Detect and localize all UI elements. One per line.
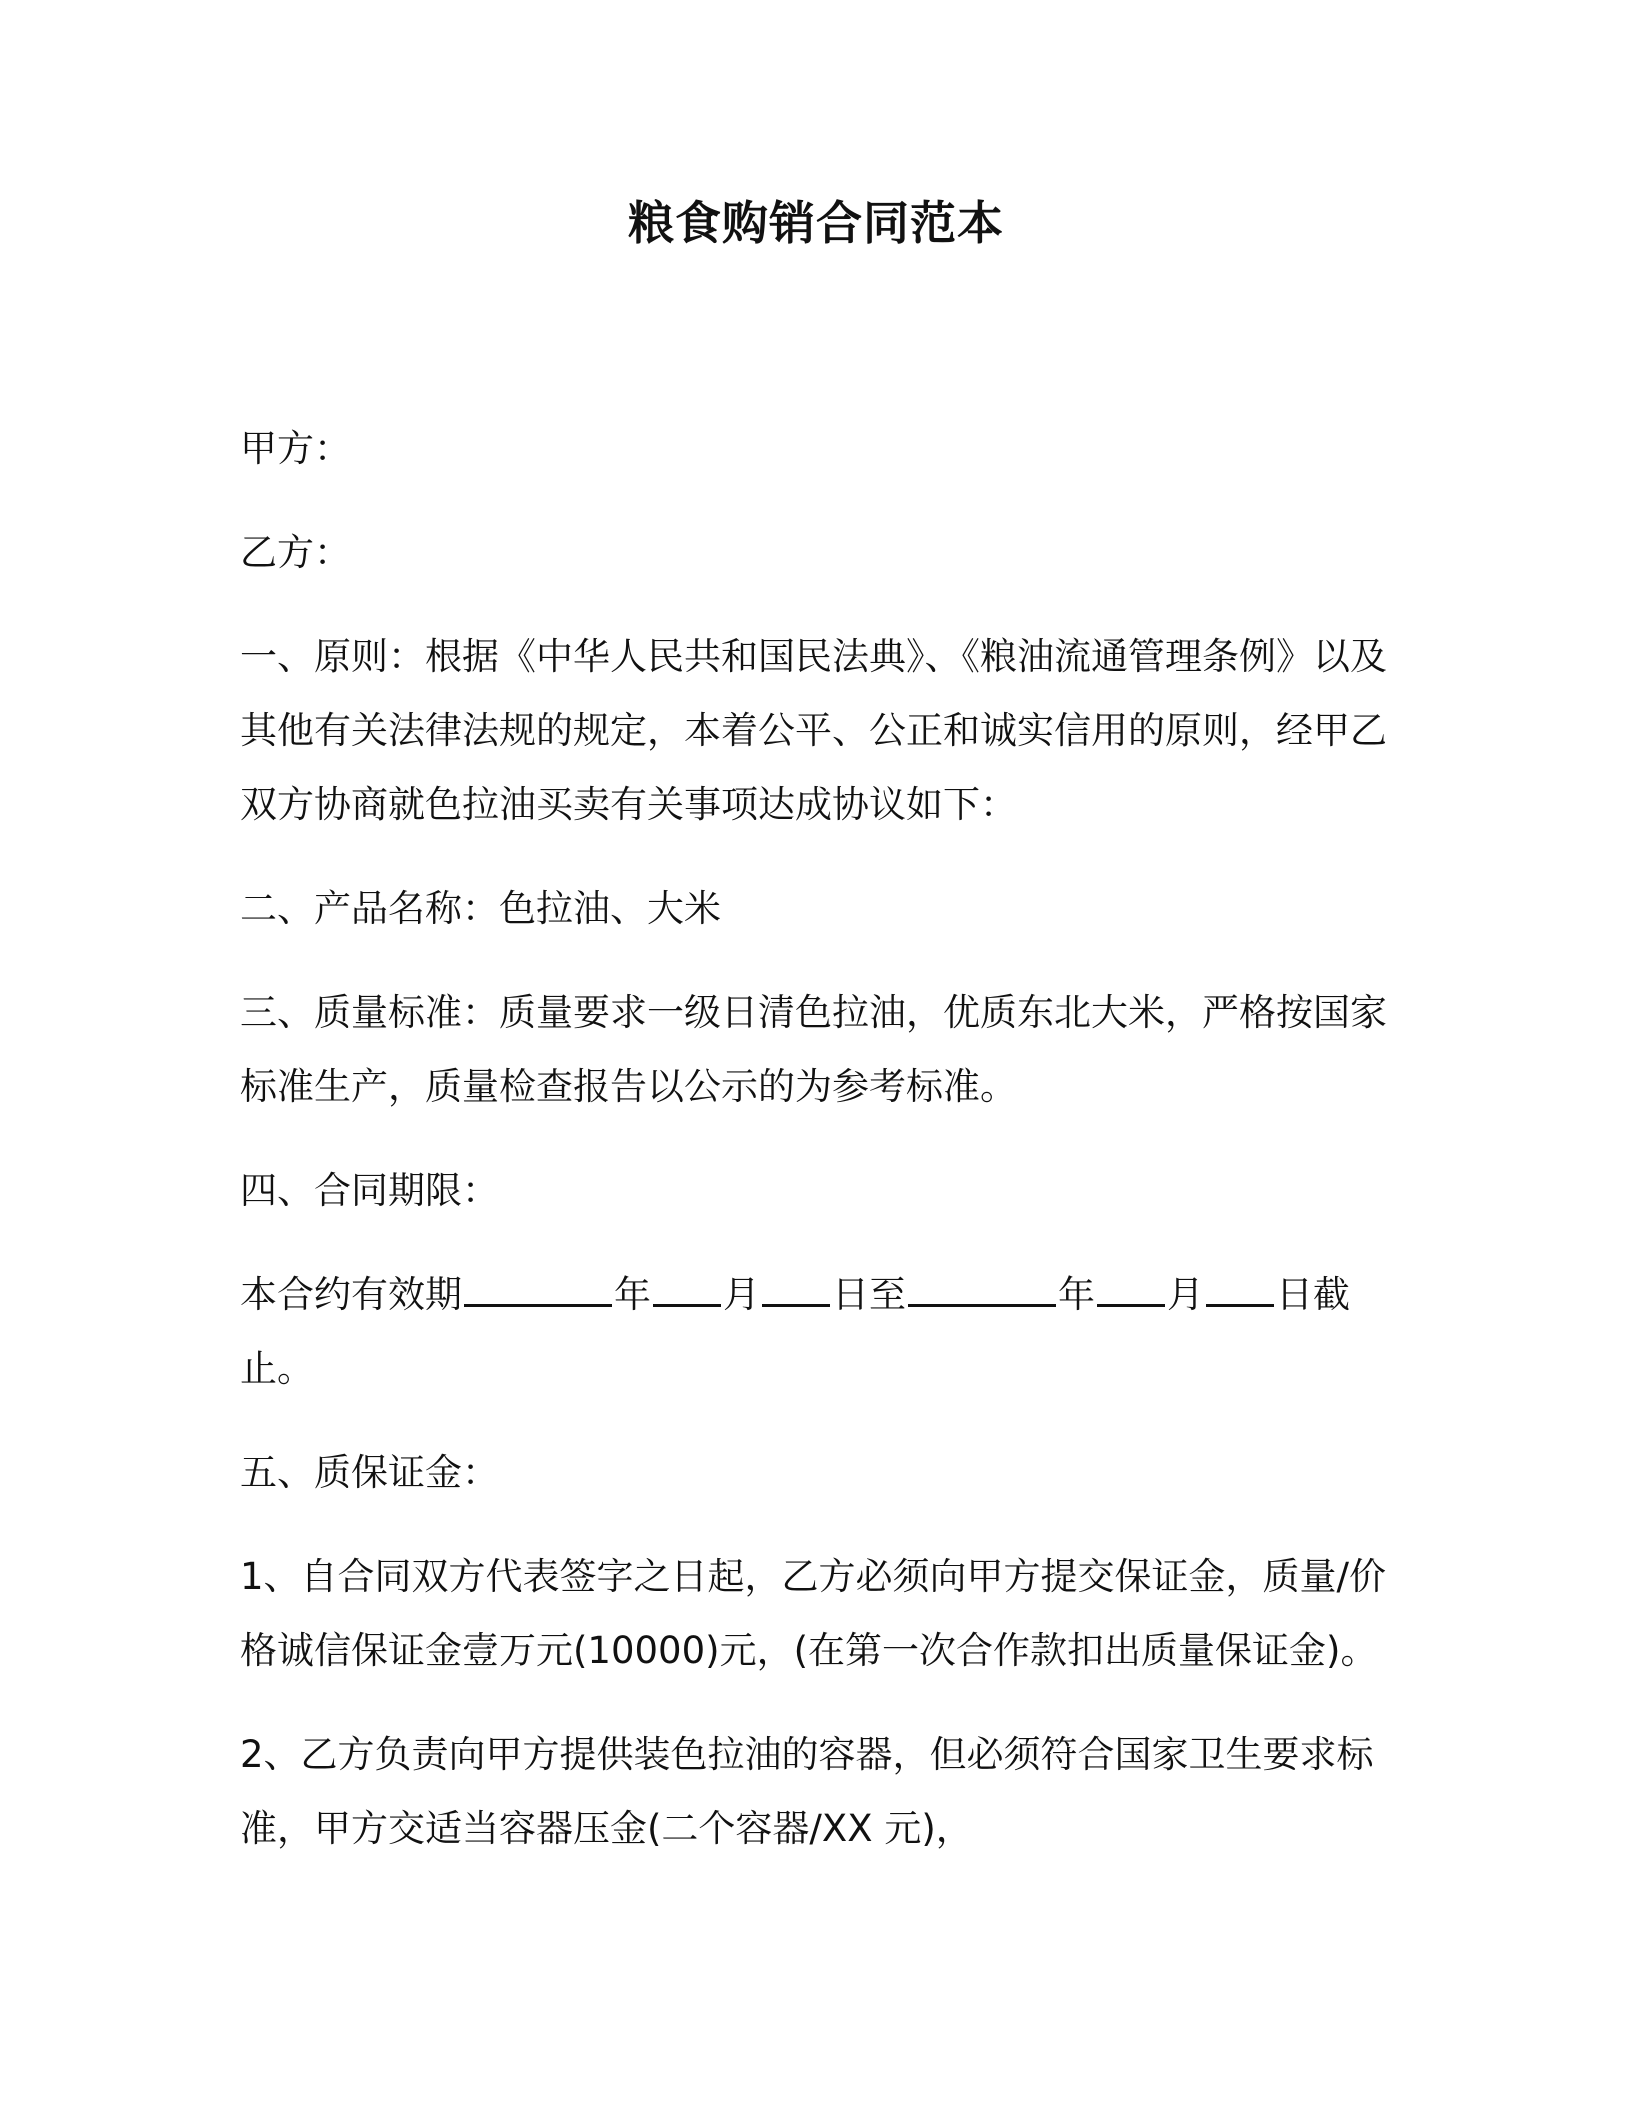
clause-product-name: 二、产品名称：色拉油、大米 xyxy=(240,887,721,930)
blank-end-year xyxy=(908,1266,1056,1307)
party-a-line: 甲方： xyxy=(240,427,351,470)
blank-end-month xyxy=(1097,1266,1165,1307)
term-line xyxy=(240,1258,1410,1406)
deposit-item-1: 1、自合同双方代表签字之日起，乙方必须向甲方提交保证金，质量/价格诚信保证金壹万元(10000)元，(在第一次合作款扣出质量保证金)。 xyxy=(240,1555,1387,1672)
document-body xyxy=(240,412,1410,1896)
term-prefix: 本合约有效期 xyxy=(240,1273,462,1316)
term-day-2-end: 日截止。 xyxy=(240,1273,1350,1390)
document-title: 粮食购销合同范本 xyxy=(628,196,1004,250)
term-month-2: 月 xyxy=(1167,1273,1204,1316)
blank-start-month xyxy=(653,1266,721,1307)
term-year-2: 年 xyxy=(1058,1273,1095,1316)
clause-deposit-heading: 五、质保证金： xyxy=(240,1451,499,1494)
blank-start-year xyxy=(464,1266,612,1307)
clause-principle: 一、原则：根据《中华人民共和国民法典》、《粮油流通管理条例》以及其他有关法律法规的规定，本着公平、公正和诚实信用的原则，经甲乙双方协商就色拉油买卖有关事项达成协议如下： xyxy=(240,635,1387,826)
term-day-1-to: 日至 xyxy=(832,1273,906,1316)
term-month-1: 月 xyxy=(723,1273,760,1316)
term-year-1: 年 xyxy=(614,1273,651,1316)
clause-term-heading: 四、合同期限： xyxy=(240,1169,499,1212)
blank-end-day xyxy=(1206,1266,1274,1307)
clause-quality-standard: 三、质量标准：质量要求一级日清色拉油，优质东北大米，严格按国家标准生产，质量检查报告以公示的为参考标准。 xyxy=(240,991,1387,1108)
party-b-line: 乙方： xyxy=(240,531,351,574)
blank-start-day xyxy=(762,1266,830,1307)
deposit-item-2: 2、乙方负责向甲方提供装色拉油的容器，但必须符合国家卫生要求标准，甲方交适当容器压金(二个容器/XX 元)， xyxy=(240,1733,1374,1850)
